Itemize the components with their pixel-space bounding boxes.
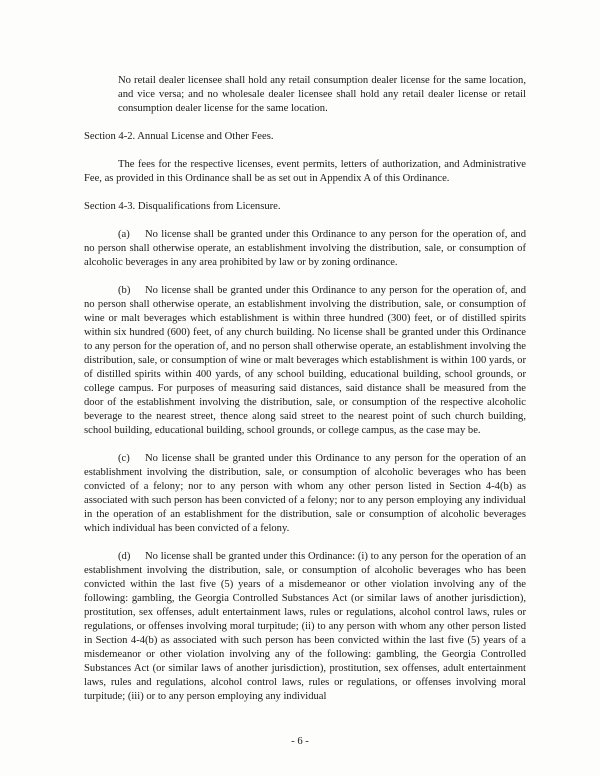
intro-paragraph: No retail dealer licensee shall hold any retail consumption dealer license for the same location, and vice versa; and no wholesale dealer licensee shall hold any retail dealer license or retail consumption dealer license for the same location.: [118, 75, 526, 114]
section-4-2-body: The fees for the respective licenses, event permits, letters of authorization, and Administrative Fee, as provided in this Ordinance shall be as set out in Appendix A of this Ordinance.: [84, 159, 526, 184]
paragraph-text: No license shall be granted under this Ordinance to any person for the operation of an establishment involving the distribution, sale, or consumption of alcoholic beverages who has been convicted of a felony; nor to any person with whom any other person listed in Section 4-4(b) as associated with such person has been convicted of a felony; nor to any person employing any individual in the operation of an establishment for the distribution, sale or consumption of alcoholic beverages which individual has been convicted of a felony.: [84, 453, 526, 534]
section-4-3-paragraph-c: [84, 452, 526, 536]
section-4-2-heading: Section 4-2. Annual License and Other Fees.: [84, 131, 274, 142]
page-content: [84, 74, 526, 704]
paragraph-label: (b): [118, 285, 131, 296]
page-number: - 6 -: [291, 736, 309, 747]
paragraph-label: (a): [118, 229, 130, 240]
paragraph-label: (d): [118, 551, 131, 562]
section-4-3-paragraph-a: [84, 228, 526, 270]
paragraph-text: No license shall be granted under this Ordinance to any person for the operation of, and no person shall otherwise operate, an establishment involving the distribution, sale, or consumption of wine or malt beverages which establishment is within three hundred (300) feet, or of distilled spirits within six hundred (600) feet, of any church building. No license shall be granted under this Ordinance to any person for the operation of, and no person shall otherwise operate, an establishment involving the distribution, sale, or consumption of wine or malt beverages which establishment is within 100 yards, or of distilled spirits within 400 yards, of any school building, educational building, school grounds, or college campus. For purposes of measuring said distances, said distance shall be measured from the door of the establishment involving the distribution, sale, or consumption of the respective alcoholic beverage to the nearest street, thence along said street to the nearest point of such church building, school building, educational building, school grounds, or college campus, as the case may be.: [84, 285, 526, 436]
paragraph-text: No license shall be granted under this Ordinance: (i) to any person for the operation of an establishment involving the distribution, sale, or consumption of alcoholic beverages who has been convicted within the last five (5) years of a misdemeanor or other violation involving any of the following: gambling, the Georgia Controlled Substances Act (or similar laws of another jurisdiction), prostitution, sex offenses, adult entertainment laws, rules or regulations, alcohol control laws, rules or regulations, or offenses involving moral turpitude; (ii) to any person with whom any other person listed in Section 4-4(b) as associated with such person has been convicted within the last five (5) years of a misdemeanor or other violation involving any of the following: gambling, the Georgia Controlled Substances Act (or similar laws of another jurisdiction), prostitution, sex offenses, adult entertainment laws, rules and regulations, alcohol control laws, rules or regulations, or offenses involving moral turpitude; (iii) or to any person employing any individual: [84, 551, 526, 702]
section-4-3-paragraph-b: [84, 284, 526, 438]
section-4-3-paragraph-d: [84, 550, 526, 704]
paragraph-label: (c): [118, 453, 130, 464]
paragraph-text: No license shall be granted under this Ordinance to any person for the operation of, and no person shall otherwise operate, an establishment involving the distribution, sale, or consumption of alcoholic beverages in any area prohibited by law or by zoning ordinance.: [84, 229, 526, 268]
section-4-3-heading: Section 4-3. Disqualifications from Licensure.: [84, 201, 281, 212]
